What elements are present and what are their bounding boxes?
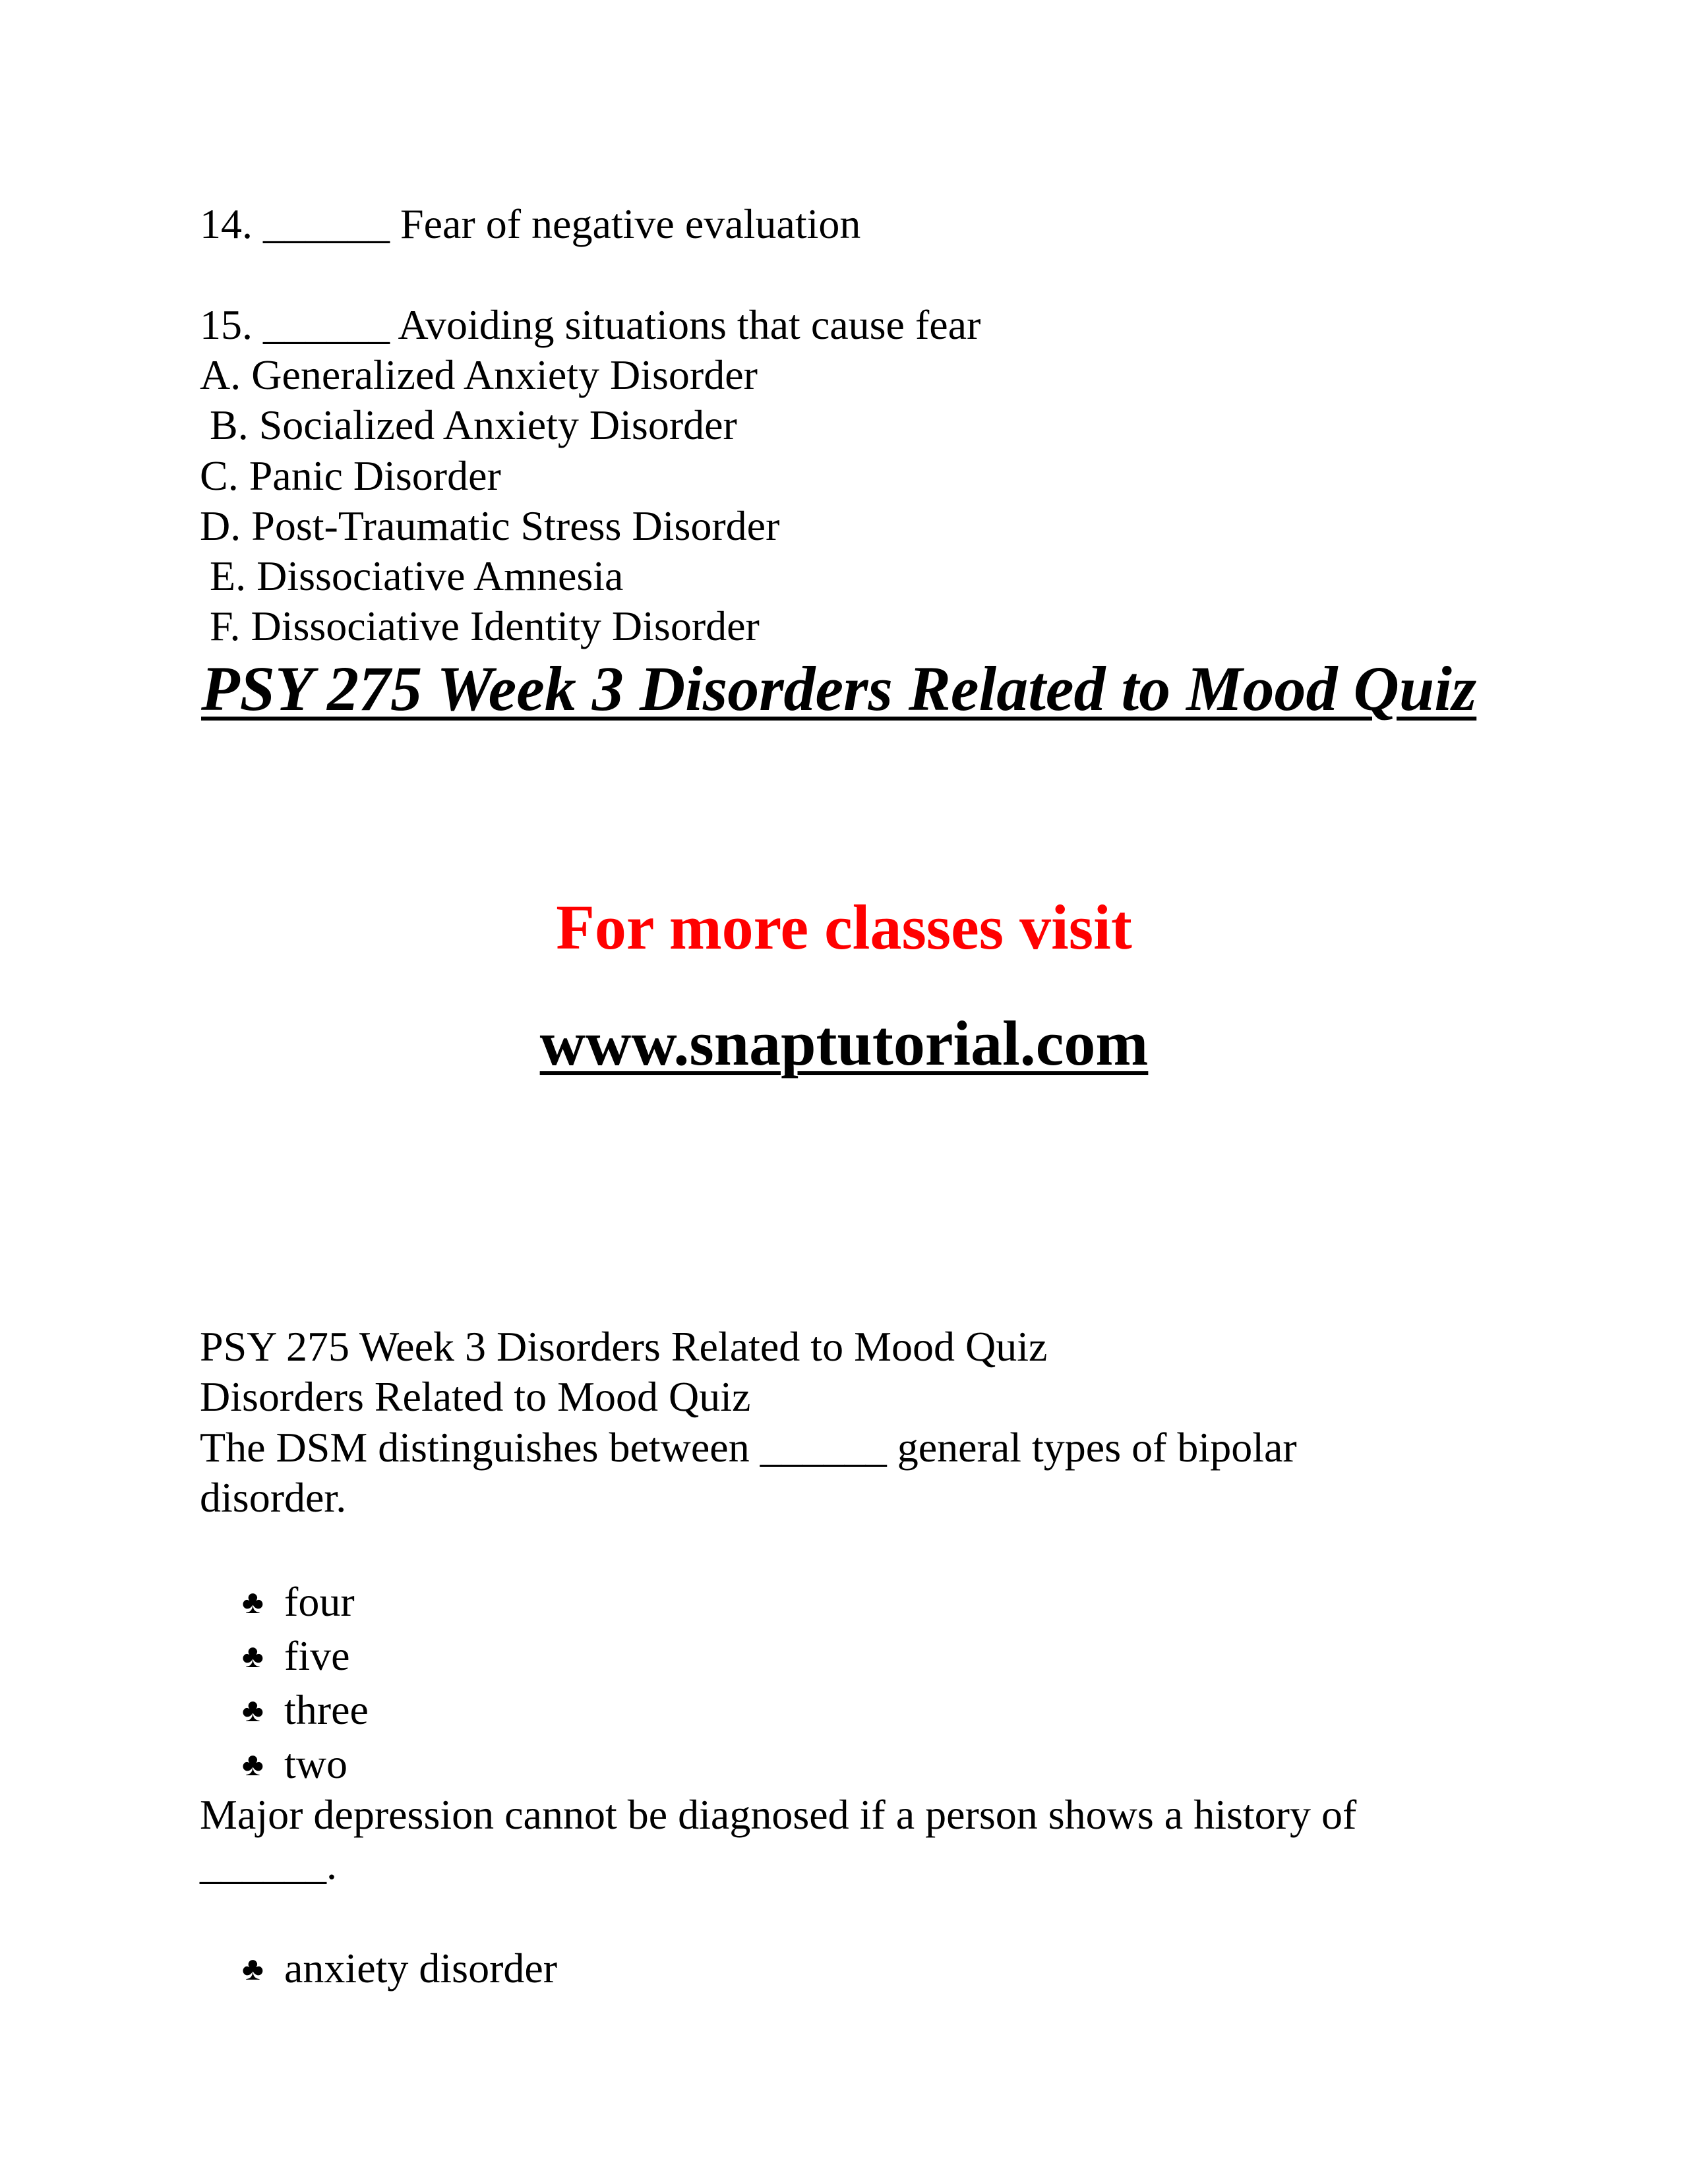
promo-link[interactable]: www.snaptutorial.com [539, 1008, 1149, 1078]
option-label: five [284, 1632, 350, 1679]
question-15: 15. ______ Avoiding situations that cause fear [200, 301, 981, 348]
promo-text: For more classes visit [556, 892, 1132, 962]
club-bullet-icon: ♣ [242, 1950, 264, 1987]
club-bullet-icon: ♣ [242, 1583, 264, 1620]
option-label: three [284, 1686, 369, 1733]
choice-a: A. Generalized Anxiety Disorder [200, 351, 758, 398]
question-1-line-2: disorder. [200, 1474, 347, 1521]
question-1-line-1: The DSM distinguishes between ______ general types of bipolar [200, 1424, 1297, 1471]
quiz-subtitle: Disorders Related to Mood Quiz [200, 1373, 751, 1420]
option-anxiety-disorder [200, 1893, 557, 2044]
question-2-line-2: ______. [200, 1841, 337, 1888]
club-bullet-icon: ♣ [242, 1746, 264, 1783]
choice-b: B. Socialized Anxiety Disorder [210, 401, 737, 448]
club-bullet-icon: ♣ [242, 1638, 264, 1674]
choice-e: E. Dissociative Amnesia [210, 552, 624, 599]
choice-f: F. Dissociative Identity Disorder [210, 603, 760, 649]
choice-d: D. Post-Traumatic Stress Disorder [200, 502, 780, 549]
club-bullet-icon: ♣ [242, 1692, 264, 1728]
option-label: four [284, 1578, 355, 1625]
quiz-heading: PSY 275 Week 3 Disorders Related to Mood Quiz [201, 653, 1477, 724]
quiz-title: PSY 275 Week 3 Disorders Related to Mood Quiz [200, 1323, 1048, 1370]
question-2-line-1: Major depression cannot be diagnosed if a person shows a history of [200, 1791, 1357, 1838]
option-label: anxiety disorder [284, 1945, 558, 1992]
choice-c: C. Panic Disorder [200, 452, 501, 499]
question-14: 14. ______ Fear of negative evaluation [200, 200, 861, 247]
option-label: two [284, 1740, 347, 1787]
